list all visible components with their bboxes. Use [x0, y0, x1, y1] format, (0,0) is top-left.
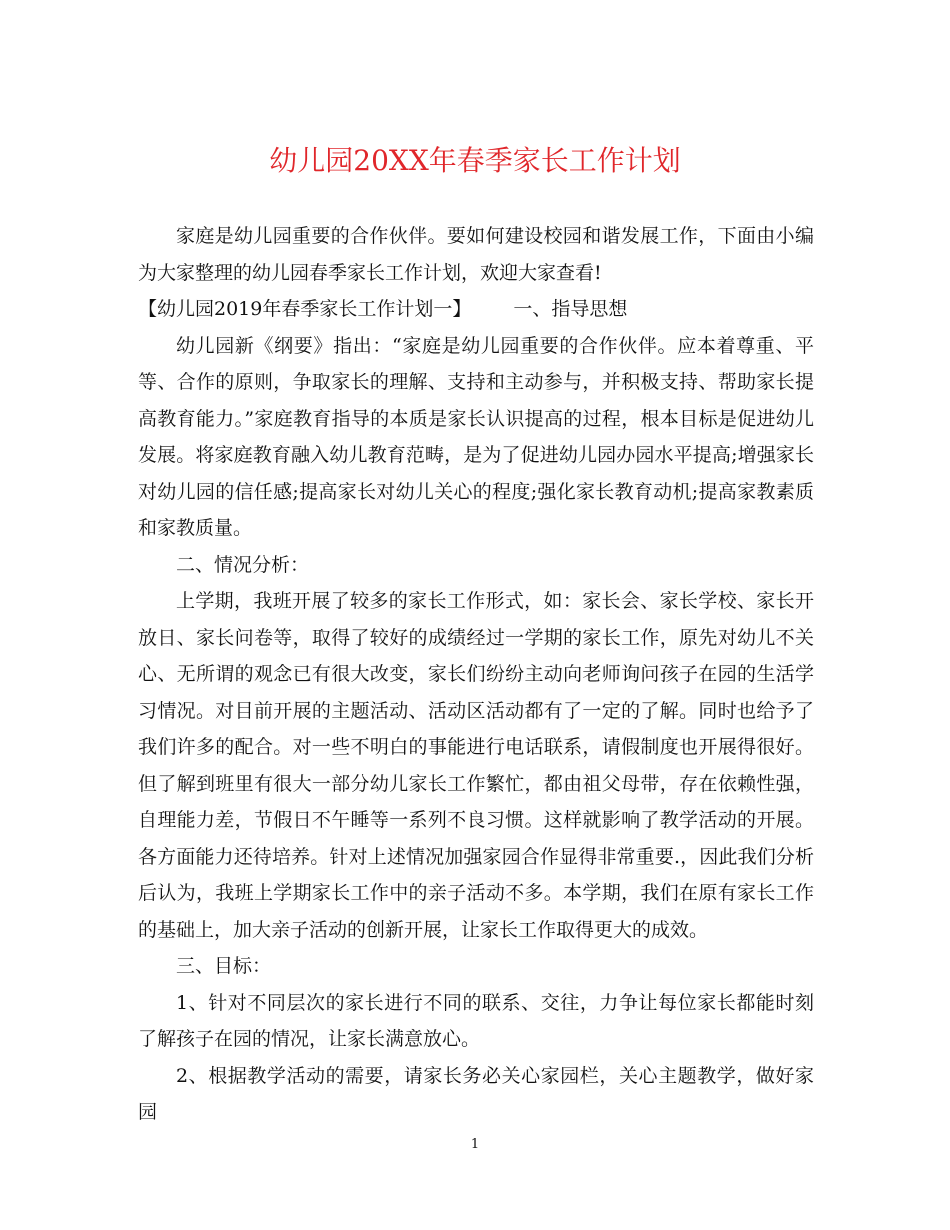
section-heading-analysis: 二、情况分析： [176, 553, 310, 576]
document-title: 幼儿园20XX年春季家长工作计划 [269, 144, 681, 177]
guiding-paragraph: 幼儿园新《纲要》指出：“家庭是幼儿园重要的合作伙伴。应本着尊重、平等、合作的原则，争取家长的理解、支持和主动参与，并积极支持、帮助家长提高教育能力。”家庭教育指导的本质是家长认识提高的过程，根本目标是促进幼儿发展。将家庭教育融入幼儿教育范畴，是为了促进幼儿园办园水平提高;增强家长对幼儿园的信任感;提高家长对幼儿关心的程度;强化家长教育动机;提高家教素质和家教质量。 [138, 334, 814, 539]
page-number: 1 [470, 1137, 480, 1152]
analysis-paragraph: 上学期，我班开展了较多的家长工作形式，如：家长会、家长学校、家长开放日、家长问卷等，取得了较好的成绩经过一学期的家长工作，原先对幼儿不关心、无所谓的观念已有很大改变，家长们纷纷主动向老师询问孩子在园的生活学习情况。对目前开展的主题活动、活动区活动都有了一定的了解。同时也给予了我们许多的配合。对一些不明白的事能进行电话联系，请假制度也开展得很好。但了解到班里有很大一部分幼儿家长工作繁忙，都由祖父母带，存在依赖性强，自理能力差，节假日不午睡等一系列不良习惯。这样就影响了教学活动的开展。各方面能力还待培养。针对上述情况加强家园合作显得非常重要.，因此我们分析后认为，我班上学期家长工作中的亲子活动不多。本学期，我们在原有家长工作的基础上，加大亲子活动的创新开展，让家长工作取得更大的成效。 [138, 590, 814, 941]
goal-item-1: 1、针对不同层次的家长进行不同的联系、交往，力争让每位家长都能时刻了解孩子在园的情况，让家长满意放心。 [138, 991, 814, 1050]
plan-heading: 【幼儿园2019年春季家长工作计划一】 [138, 298, 472, 320]
plan-heading-line [138, 291, 814, 328]
intro-paragraph: 家庭是幼儿园重要的合作伙伴。要如何建设校园和谐发展工作，下面由小编为大家整理的幼儿园春季家长工作计划，欢迎大家查看! [138, 225, 814, 284]
document-body [138, 218, 814, 1131]
section-heading-goals: 三、目标： [176, 955, 272, 977]
goal-item-2: 2、根据教学活动的需要，请家长务必关心家园栏，关心主题教学，做好家园 [138, 1064, 814, 1123]
section-heading-guiding: 一、指导思想 [513, 298, 628, 320]
